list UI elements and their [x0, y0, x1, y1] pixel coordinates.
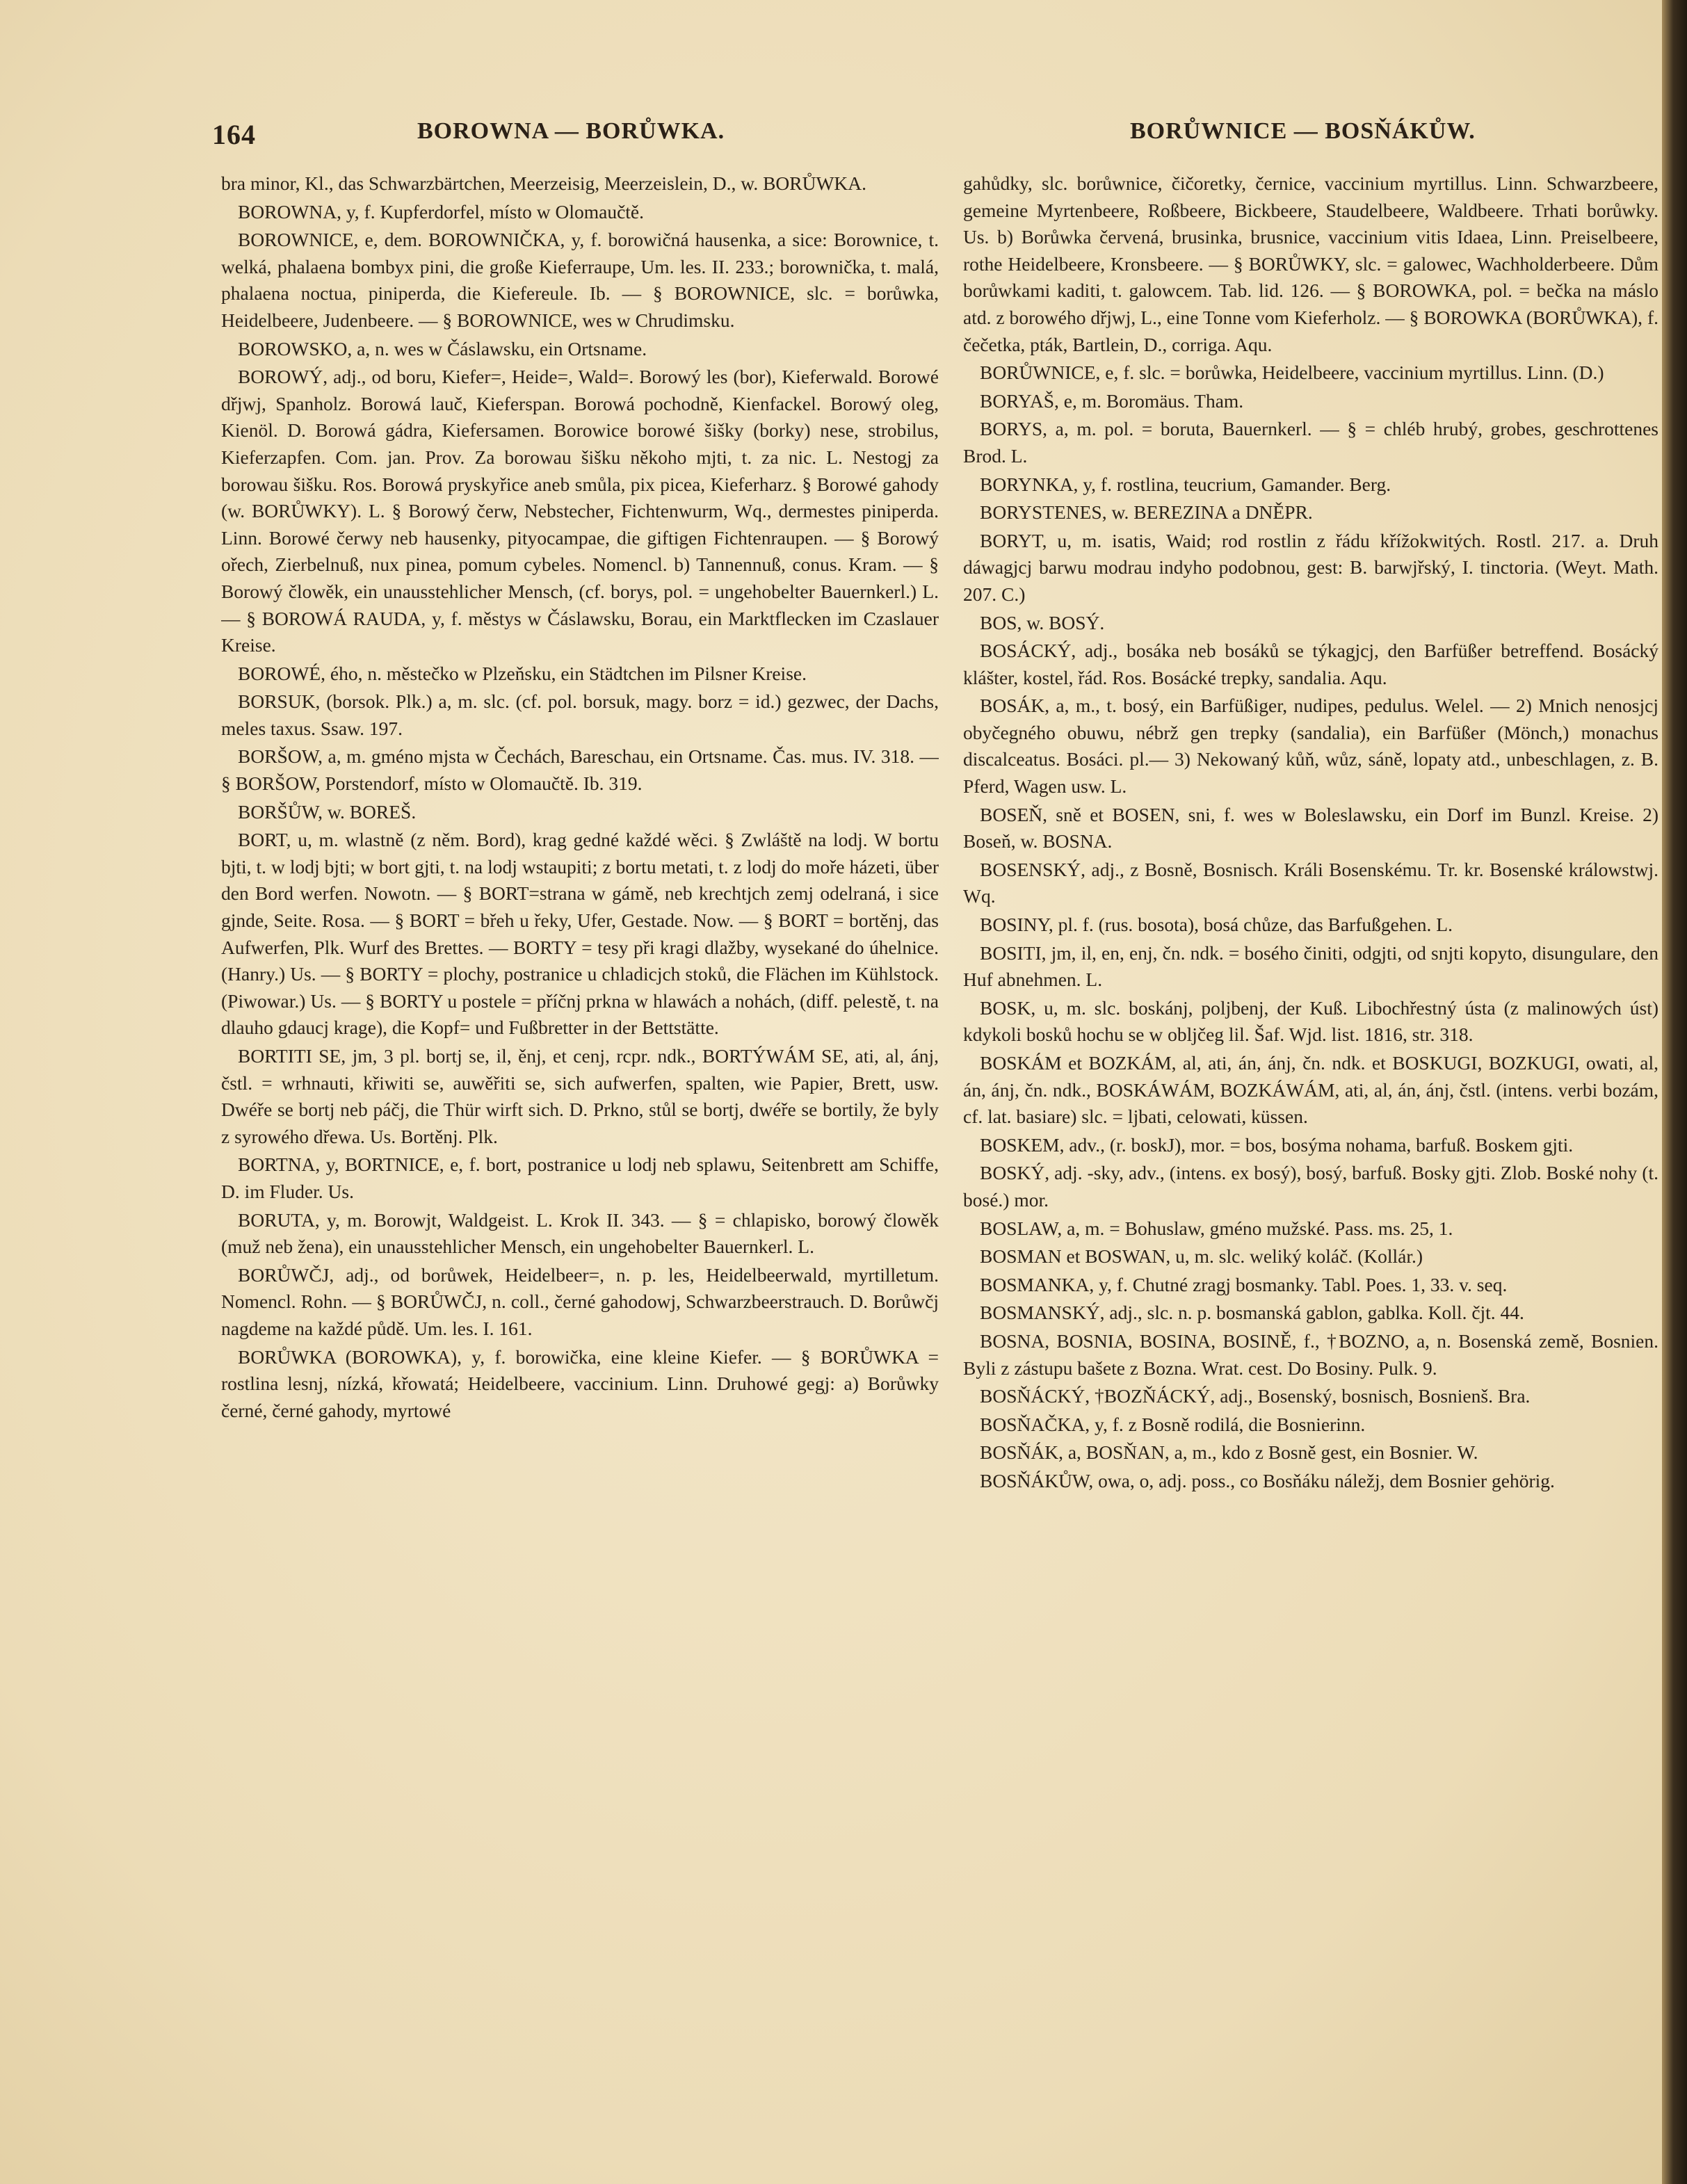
- dictionary-entry: BORYT, u, m. isatis, Waid; rod rostlin z řádu křížokwitých. Rostl. 217. a. Druh dáwagjcj barwu modrau indyho podobnou, gest: B. barwjřský, I. tinctoria. (Weyt. Math. 207. C.): [963, 529, 1658, 605]
- dictionary-entry: BORTNA, y, BORTNICE, e, f. bort, postranice u lodj neb splawu, Seitenbrett am Schiffe, D. im Fluder. Us.: [221, 1154, 939, 1202]
- dictionary-entry: BOSŇÁCKÝ, †BOZŇÁCKÝ, adj., Bosenský, bosnisch, Bosnienš. Bra.: [980, 1385, 1531, 1407]
- dictionary-entry: BORSUK, (borsok. Plk.) a, m. slc. (cf. pol. borsuk, magy. borz = id.) gezwec, der Dachs, meles taxus. Ssaw. 197.: [221, 690, 939, 739]
- dictionary-entry: BOROWNICE, e, dem. BOROWNIČKA, y, f. borowičná hausenka, a sice: Borownice, t. welká, phalaena bombyx pini, die große Kieferraupe, Um. les. II. 233.; borownička, t. malá, phalaena noctua, piniperda, die Kiefereule. Ib. — § BOROWNICE, slc. = borůwka, Heidelbeere, Judenbeere. — § BOROWNICE, wes w Chrudimsku.: [221, 229, 939, 331]
- dictionary-entry: BOSMANKA, y, f. Chutné zragj bosmanky. Tabl. Poes. 1, 33. v. seq.: [980, 1273, 1508, 1295]
- dictionary-entry: BOROWNA, y, f. Kupferdorfel, místo w Olomaučtě.: [238, 200, 644, 223]
- dictionary-entry: BOSÁK, a, m., t. bosý, ein Barfüßiger, nudipes, pedulus. Welel. — 2) Mnich nenosjcj obyčegného obuwu, nébrž gen trepky (sandalia), ein Barfüßer (Mönch,) monachus discalceatus. Bosáci. pl.— 3) Nekowaný kůň, wůz, sáně, lopaty atd., unbeschlagen, z. B. Pferd, Wagen usw. L.: [963, 695, 1658, 798]
- dictionary-entry: BOSENSKÝ, adj., z Bosně, Bosnisch. Králi Bosenskému. Tr. kr. Bosenské králowstwj. Wq.: [963, 858, 1658, 907]
- dictionary-entry: BOSŇÁKŮW, owa, o, adj. poss., co Bosňáku náležj, dem Bosnier gehörig.: [980, 1469, 1555, 1491]
- dictionary-entry: BOROWÝ, adj., od boru, Kiefer=, Heide=, Wald=. Borowý les (bor), Kieferwald. Borowé dřjwj, Spanholz. Borowá lauč, Kieferspan. Borowá pochodně, Kienfackel. Borowý oleg, Kienöl. D. Borowá gádra, Kiefersamen. Borowice borowé šišky (borky) nese, strobilus, Kieferzapfen. Com. jan. Prov. Za borowau šišku někoho mjti, t. za nic. L. Nestogj za borowau šišku. Ros. Borowá pryskyřice aneb smůla, pix picea, Kieferharz. § Borowé gahody (w. BORŮWKY). L. § Borowý čerw, Nebstecher, Fichtenwurm, Wq., dermestes piniperda. Linn. Borowé čerwy neb hausenky, pityocampae, die giftigen Fichtenraupen. — § Borowý ořech, Zierbelnuß, nux pinea, pomum cybeles. Nomencl. b) Tannennuß, conus. Kram. — § Borowý člowěk, ein unausstehlicher Mensch, (cf. borys, pol. = ungehobelter Bauernkerl.) L. — § BOROWÁ RAUDA, y, f. městys w Čáslawsku, Borau, ein Marktflecken im Czaslauer Kreise.: [221, 366, 939, 656]
- dictionary-entry: BORŠOW, a, m. gméno mjsta w Čechách, Bareschau, ein Ortsname. Čas. mus. IV. 318. — § BORŠOW, Porstendorf, místo w Olomaučtě. Ib. 319.: [221, 745, 939, 795]
- dictionary-entry: BORŮWNICE, e, f. slc. = borůwka, Heidelbeere, vaccinium myrtillus. Linn. (D.): [980, 362, 1604, 384]
- dictionary-entry: BORT, u, m. wlastně (z něm. Bord), krag gedné každé wěci. § Zwláště na lodj. W bortu bjti, t. w lodj bjti; w bort gjti, t. na lodj wstaupiti; z bortu metati, t. z lodj do moře házeti, über den Bord werfen. Nowotn. — § BORT=strana w gámě, neb krechtjch zemj odelraná, i sice gjnde, Seite. Rosa. — § BORT = břeh u řeky, Ufer, Gestade. Now. — § BORT = bortěnj, das Aufwerfen, Plk. Wurf des Brettes. — BORTY = tesy při kragi dlažby, wysekané do úhelnice. (Hanry.) Us. — § BORTY = plochy, postranice u chladicjch stoků, die Flächen im Kühlstock. (Piwowar.) Us. — § BORTY u postele = příčnj prkna w hlawách a nohách, (diff. pelestě, t. na dlauho gdaucj krage), die Kopf= und Fußbretter in der Bettstätte.: [221, 829, 939, 1039]
- dictionary-entry: BORYNKA, y, f. rostlina, teucrium, Gamander. Berg.: [980, 473, 1391, 495]
- dictionary-entry: BOROWÉ, ého, n. městečko w Plzeňsku, ein Städtchen im Pilsner Kreise.: [238, 662, 807, 684]
- right-column: [963, 170, 1658, 2138]
- dictionary-entry: BOSLAW, a, m. = Bohuslaw, gméno mužské. Pass. ms. 25, 1.: [980, 1217, 1453, 1239]
- dictionary-entry: BOSEŇ, sně et BOSEN, sni, f. wes w Boleslawsku, ein Dorf im Bunzl. Kreise. 2) Boseň, w. BOSNA.: [963, 803, 1658, 852]
- dictionary-entry: BORŮWKA (BOROWKA), y, f. borowička, eine kleine Kiefer. — § BORŮWKA = rostlina lesnj, nízká, křowatá; Heidelbeere, vaccinium. Linn. Druhowé gegj: a) Borůwky černé, černé gahody, myrtowé: [221, 1345, 939, 1421]
- dictionary-entry: BOSMAN et BOSWAN, u, m. slc. weliký koláč. (Kollár.): [980, 1245, 1423, 1268]
- dictionary-entry: BORYSTENES, w. BEREZINA a DNĚPR.: [980, 501, 1313, 524]
- running-head-left: BOROWNA — BORŮWKA.: [417, 118, 725, 144]
- dictionary-entry: bra minor, Kl., das Schwarzbärtchen, Meerzeisig, Meerzeislein, D., w. BORŮWKA.: [221, 172, 867, 194]
- dictionary-entry: BORŠŮW, w. BOREŠ.: [238, 800, 417, 823]
- dictionary-entry: BORYAŠ, e, m. Boromäus. Tham.: [980, 389, 1244, 412]
- dictionary-entry: BOSK, u, m. slc. boskánj, poljbenj, der Kuß. Libochřestný ústa (z malinowých úst) kdykoli bosků hochu se w obljčeg lil. Šaf. Wjd. list. 1816, str. 318.: [963, 996, 1658, 1046]
- dictionary-entry: BORUTA, y, m. Borowjt, Waldgeist. L. Krok II. 343. — § = chlapisko, borowý člowěk (muž neb žena), ein unausstehlicher Mensch, ein ungehobelter Bauernkerl. L.: [221, 1208, 939, 1258]
- dictionary-entry: BOSŇAČKA, y, f. z Bosně rodilá, die Bosnierinn.: [980, 1413, 1366, 1435]
- dictionary-entry: BOROWSKO, a, n. wes w Čáslawsku, ein Ortsname.: [238, 337, 647, 359]
- dictionary-entry: BOSKÁM et BOZKÁM, al, ati, án, ánj, čn. ndk. et BOSKUGI, BOZKUGI, owati, al, án, ánj, čn. ndk., BOSKÁWÁM, BOZKÁWÁM, ati, al, án, ánj, čstl. (intens. verbi bozám, cf. lat. basiare) slc. = ljbati, celowati, küssen.: [963, 1052, 1658, 1128]
- dictionary-entry: BOSÁCKÝ, adj., bosáka neb bosáků se týkagjcj, den Barfüßer betreffend. Bosácký klášter, kostel, řád. Ros. Bosácké trepky, sandalia. Aqu.: [963, 640, 1658, 688]
- page-number: 164: [212, 119, 256, 150]
- dictionary-entry: BOSKÝ, adj. -sky, adv., (intens. ex bosý), bosý, barfuß. Bosky gjti. Zlob. Boské nohy (t. bosé.) mor.: [963, 1162, 1658, 1211]
- left-column: [221, 170, 939, 2138]
- dictionary-entry: BOSŇÁK, a, BOSŇAN, a, m., kdo z Bosně gest, ein Bosnier. W.: [980, 1441, 1478, 1464]
- dictionary-entry: BORTITI SE, jm, 3 pl. bortj se, il, ěnj, et cenj, rcpr. ndk., BORTÝWÁM SE, ati, al, ánj, čstl. = wrhnauti, křiwiti se, auwěřiti se, sich aufwerfen, spalten, wie Papier, Brett, usw. Dwéře se bortj neb páčj, die Thür wirft sich. D. Prkno, stůl se bortj, dwéře se bortily, že byly z syrowého dřewa. Us. Bortěnj. Plk.: [221, 1045, 939, 1147]
- dictionary-entry: BOSITI, jm, il, en, enj, čn. ndk. = bosého činiti, odgjti, od snjti kopyto, disungulare, den Huf abnehmen. L.: [963, 941, 1658, 991]
- dictionary-entry: BOSKEM, adv., (r. boskJ), mor. = bos, bosýma nohama, barfuß. Boskem gjti.: [980, 1133, 1574, 1156]
- dictionary-entry: BORYS, a, m. pol. = boruta, Bauernkerl. — § = chléb hrubý, grobes, geschrottenes Brod. L.: [963, 418, 1658, 467]
- dictionary-entry: BORŮWČJ, adj., od borůwek, Heidelbeer=, n. p. les, Heidelbeerwald, myrtilletum. Nomencl. Rohn. — § BORŮWČJ, n. coll., černé gahodowj, Schwarzbeerstrauch. D. Borůwčj nagdeme na každé půdě. Um. les. I. 161.: [221, 1263, 939, 1339]
- dictionary-entry: BOSINY, pl. f. (rus. bosota), bosá chůze, das Barfußgehen. L.: [980, 914, 1453, 936]
- page-edge-shadow: [1662, 0, 1687, 2184]
- dictionary-entry: gahůdky, slc. borůwnice, čičoretky, černice, vaccinium myrtillus. Linn. Schwarzbeere, gemeine Myrtenbeere, Roßbeere, Bickbeere, Staudelbeere, Waldbeere. Trhati borůwky. Us. b) Borůwka červená, brusinka, brusnice, vaccinium vitis Idaea, Linn. Preiselbeere, rothe Heidelbeere, Kronsbeere. — § BORŮWKY, slc. = galowec, Wachholderbeere. Dům borůwkami kaditi, t. galowcem. Tab. lid. 126. — § BOROWKA, pol. = bečka na máslo atd. z borowého dřjwj, L., eine Tonne vom Kieferholz. — § BOROWKA (BORŮWKA), f. čečetka, pták, Bartlein, D., corriga. Aqu.: [963, 172, 1658, 355]
- dictionary-entry: BOS, w. BOSÝ.: [980, 611, 1105, 633]
- dictionary-entry: BOSMANSKÝ, adj., slc. n. p. bosmanská gablon, gablka. Koll. čjt. 44.: [980, 1302, 1524, 1324]
- running-head-right: BORŮWNICE — BOSŇÁKŮW.: [1130, 118, 1476, 144]
- dictionary-entry: BOSNA, BOSNIA, BOSINA, BOSINĚ, f., †BOZNO, a, n. Bosenská země, Bosnien. Byli z zástupu bašete z Bozna. Wrat. cest. Do Bosiny. Pulk. 9.: [963, 1329, 1658, 1379]
